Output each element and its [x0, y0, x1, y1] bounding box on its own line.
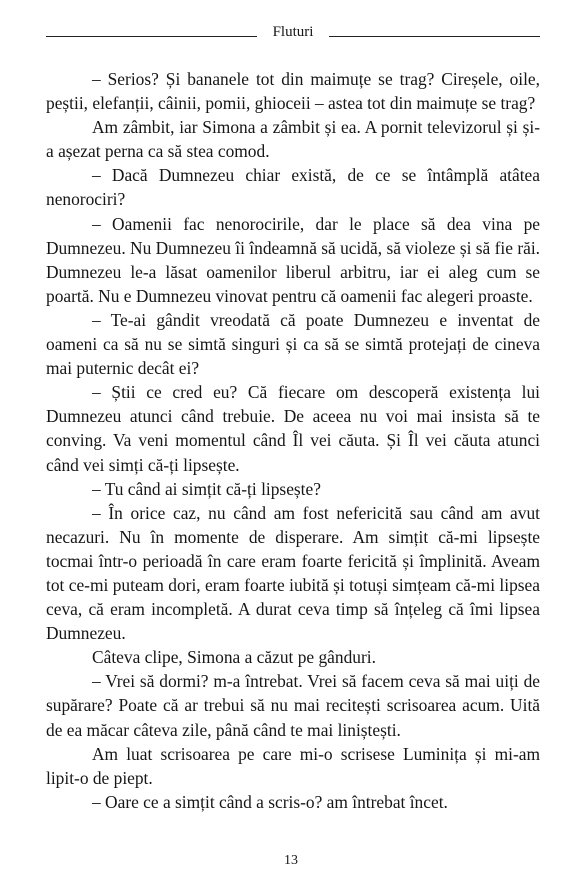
header-rule-right: [329, 36, 540, 37]
paragraph: – Tu când ai simțit că-ți lipsește?: [92, 478, 321, 499]
paragraph: – Oare ce a simțit când a scris-o? am întrebat încet.: [92, 791, 448, 812]
paragraph: – Serios? Și bananele tot din maimuțe se trag? Cireșele, oile, peștii, elefanții, câinii, pomii, ghioceii – astea tot din maimuțe se trag?: [46, 69, 540, 114]
paragraph: Am zâmbit, iar Simona a zâmbit și ea. A pornit televizorul și și-a așezat perna ca să stea comod.: [46, 117, 540, 162]
header-rule-left: [46, 36, 257, 37]
running-title: Fluturi: [272, 24, 314, 40]
running-header: [46, 22, 540, 42]
body-text: [46, 67, 540, 814]
paragraph: – Te-ai gândit vreodată că poate Dumnezeu e inventat de oameni ca să nu se simtă singuri și ca să se simtă protejați de cineva mai puternic decât ei?: [46, 309, 540, 379]
paragraph: – Știi ce cred eu? Că fiecare om descoperă existența lui Dumnezeu atunci când trebuie. De aceea nu voi mai insista să te conving. Va veni momentul când Îl vei căuta. Și Îl vei căuta atunci când vei simți că-ți lipsește.: [46, 382, 540, 475]
paragraph: Câteva clipe, Simona a căzut pe gânduri.: [92, 647, 376, 668]
paragraph: – Vrei să dormi? m-a întrebat. Vrei să facem ceva să mai uiți de supărare? Poate că ar trebui să nu mai recitești scrisoarea acum. Uită de ea măcar câteva zile, până când te mai liniștești.: [46, 671, 540, 740]
paragraph: – În orice caz, nu când am fost nefericită sau când am avut necazuri. Nu în momente de disperare. Am simțit că-mi lipsește tocmai într-o perioadă în care eram foarte fericită și împlinită. Aveam tot ce-mi puteam dori, eram foarte iubită și totuși simțeam că-mi lipsea ceva, că eram incompletă. A durat ceva timp să înțeleg că îmi lipsea Dumnezeu.: [46, 502, 540, 644]
paragraph: – Oamenii fac nenorocirile, dar le place să dea vina pe Dumnezeu. Nu Dumnezeu îi îndeamnă să ucidă, să violeze și să fie răi. Dumnezeu le-a lăsat oamenilor liberul arbitru, iar ei aleg cum se poartă. Nu e Dumnezeu vinovat pentru că oamenii fac alegeri proaste.: [46, 213, 541, 306]
page-number: 13: [284, 853, 298, 868]
paragraph: – Dacă Dumnezeu chiar există, de ce se întâmplă atâtea nenorociri?: [46, 165, 540, 210]
paragraph: Am luat scrisoarea pe care mi-o scrisese Luminița și mi-am lipit-o de piept.: [46, 743, 540, 788]
